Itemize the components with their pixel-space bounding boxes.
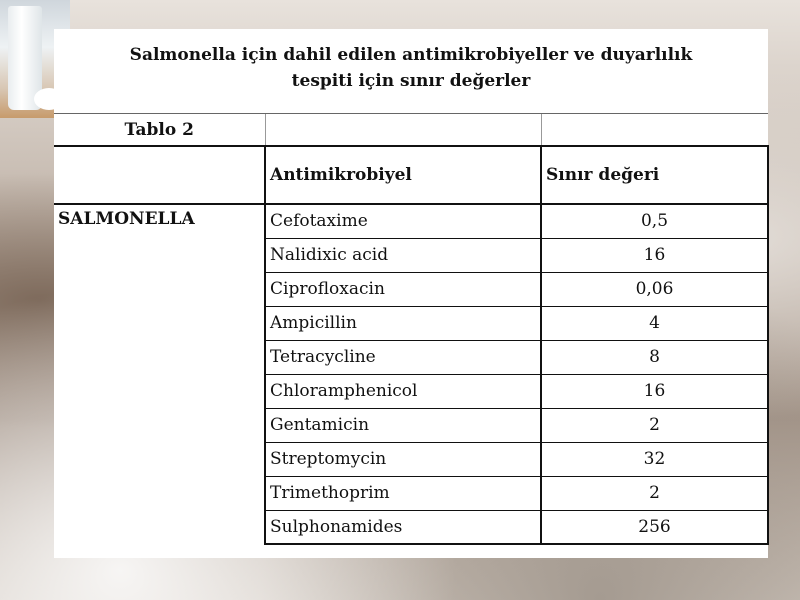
table-label-row bbox=[54, 114, 768, 146]
antimicrobial-name: Ciprofloxacin bbox=[265, 272, 541, 306]
table-row bbox=[54, 408, 768, 442]
category-blank-cell bbox=[54, 442, 265, 476]
category-label: SALMONELLA bbox=[58, 209, 195, 229]
blank-cell bbox=[265, 114, 541, 146]
breakpoint-table-card bbox=[54, 29, 768, 558]
category-blank-cell bbox=[54, 272, 265, 306]
table-row bbox=[54, 476, 768, 510]
table-row bbox=[54, 272, 768, 306]
header-row bbox=[54, 146, 768, 204]
table-row bbox=[54, 204, 768, 238]
breakpoint-value: 16 bbox=[541, 238, 768, 272]
antimicrobial-name: Nalidixic acid bbox=[265, 238, 541, 272]
breakpoint-value: 8 bbox=[541, 340, 768, 374]
table-row bbox=[54, 238, 768, 272]
table-row bbox=[54, 442, 768, 476]
antimicrobial-name: Sulphonamides bbox=[265, 510, 541, 544]
table-title bbox=[54, 29, 768, 114]
table-label: Tablo 2 bbox=[54, 114, 265, 146]
category-blank-cell bbox=[54, 408, 265, 442]
header-breakpoint: Sınır değeri bbox=[541, 146, 768, 204]
antimicrobial-name: Gentamicin bbox=[265, 408, 541, 442]
table-row bbox=[54, 306, 768, 340]
antimicrobial-name: Tetracycline bbox=[265, 340, 541, 374]
breakpoint-table bbox=[54, 114, 769, 545]
antimicrobial-name: Chloramphenicol bbox=[265, 374, 541, 408]
antimicrobial-name: Ampicillin bbox=[265, 306, 541, 340]
category-blank-cell bbox=[54, 510, 265, 544]
breakpoint-value: 2 bbox=[541, 476, 768, 510]
category-blank-cell bbox=[54, 238, 265, 272]
table-title-line1: Salmonella için dahil edilen antimikrobiyeller ve duyarlılık bbox=[129, 45, 693, 65]
breakpoint-value: 0,5 bbox=[541, 204, 768, 238]
blank-header-cell bbox=[54, 146, 265, 204]
breakpoint-value: 2 bbox=[541, 408, 768, 442]
category-blank-cell bbox=[54, 374, 265, 408]
breakpoint-value: 16 bbox=[541, 374, 768, 408]
blank-cell bbox=[541, 114, 768, 146]
category-blank-cell bbox=[54, 306, 265, 340]
category-blank-cell bbox=[54, 340, 265, 374]
antimicrobial-name: Streptomycin bbox=[265, 442, 541, 476]
category-blank-cell bbox=[54, 476, 265, 510]
antimicrobial-name: Cefotaxime bbox=[265, 204, 541, 238]
breakpoint-value: 4 bbox=[541, 306, 768, 340]
antimicrobial-name: Trimethoprim bbox=[265, 476, 541, 510]
table-row bbox=[54, 510, 768, 544]
breakpoint-value: 32 bbox=[541, 442, 768, 476]
table-title-line2: tespiti için sınır değerler bbox=[291, 71, 531, 91]
header-antimicrobial: Antimikrobiyel bbox=[265, 146, 541, 204]
breakpoint-value: 0,06 bbox=[541, 272, 768, 306]
breakpoint-value: 256 bbox=[541, 510, 768, 544]
table-row bbox=[54, 340, 768, 374]
table-row bbox=[54, 374, 768, 408]
